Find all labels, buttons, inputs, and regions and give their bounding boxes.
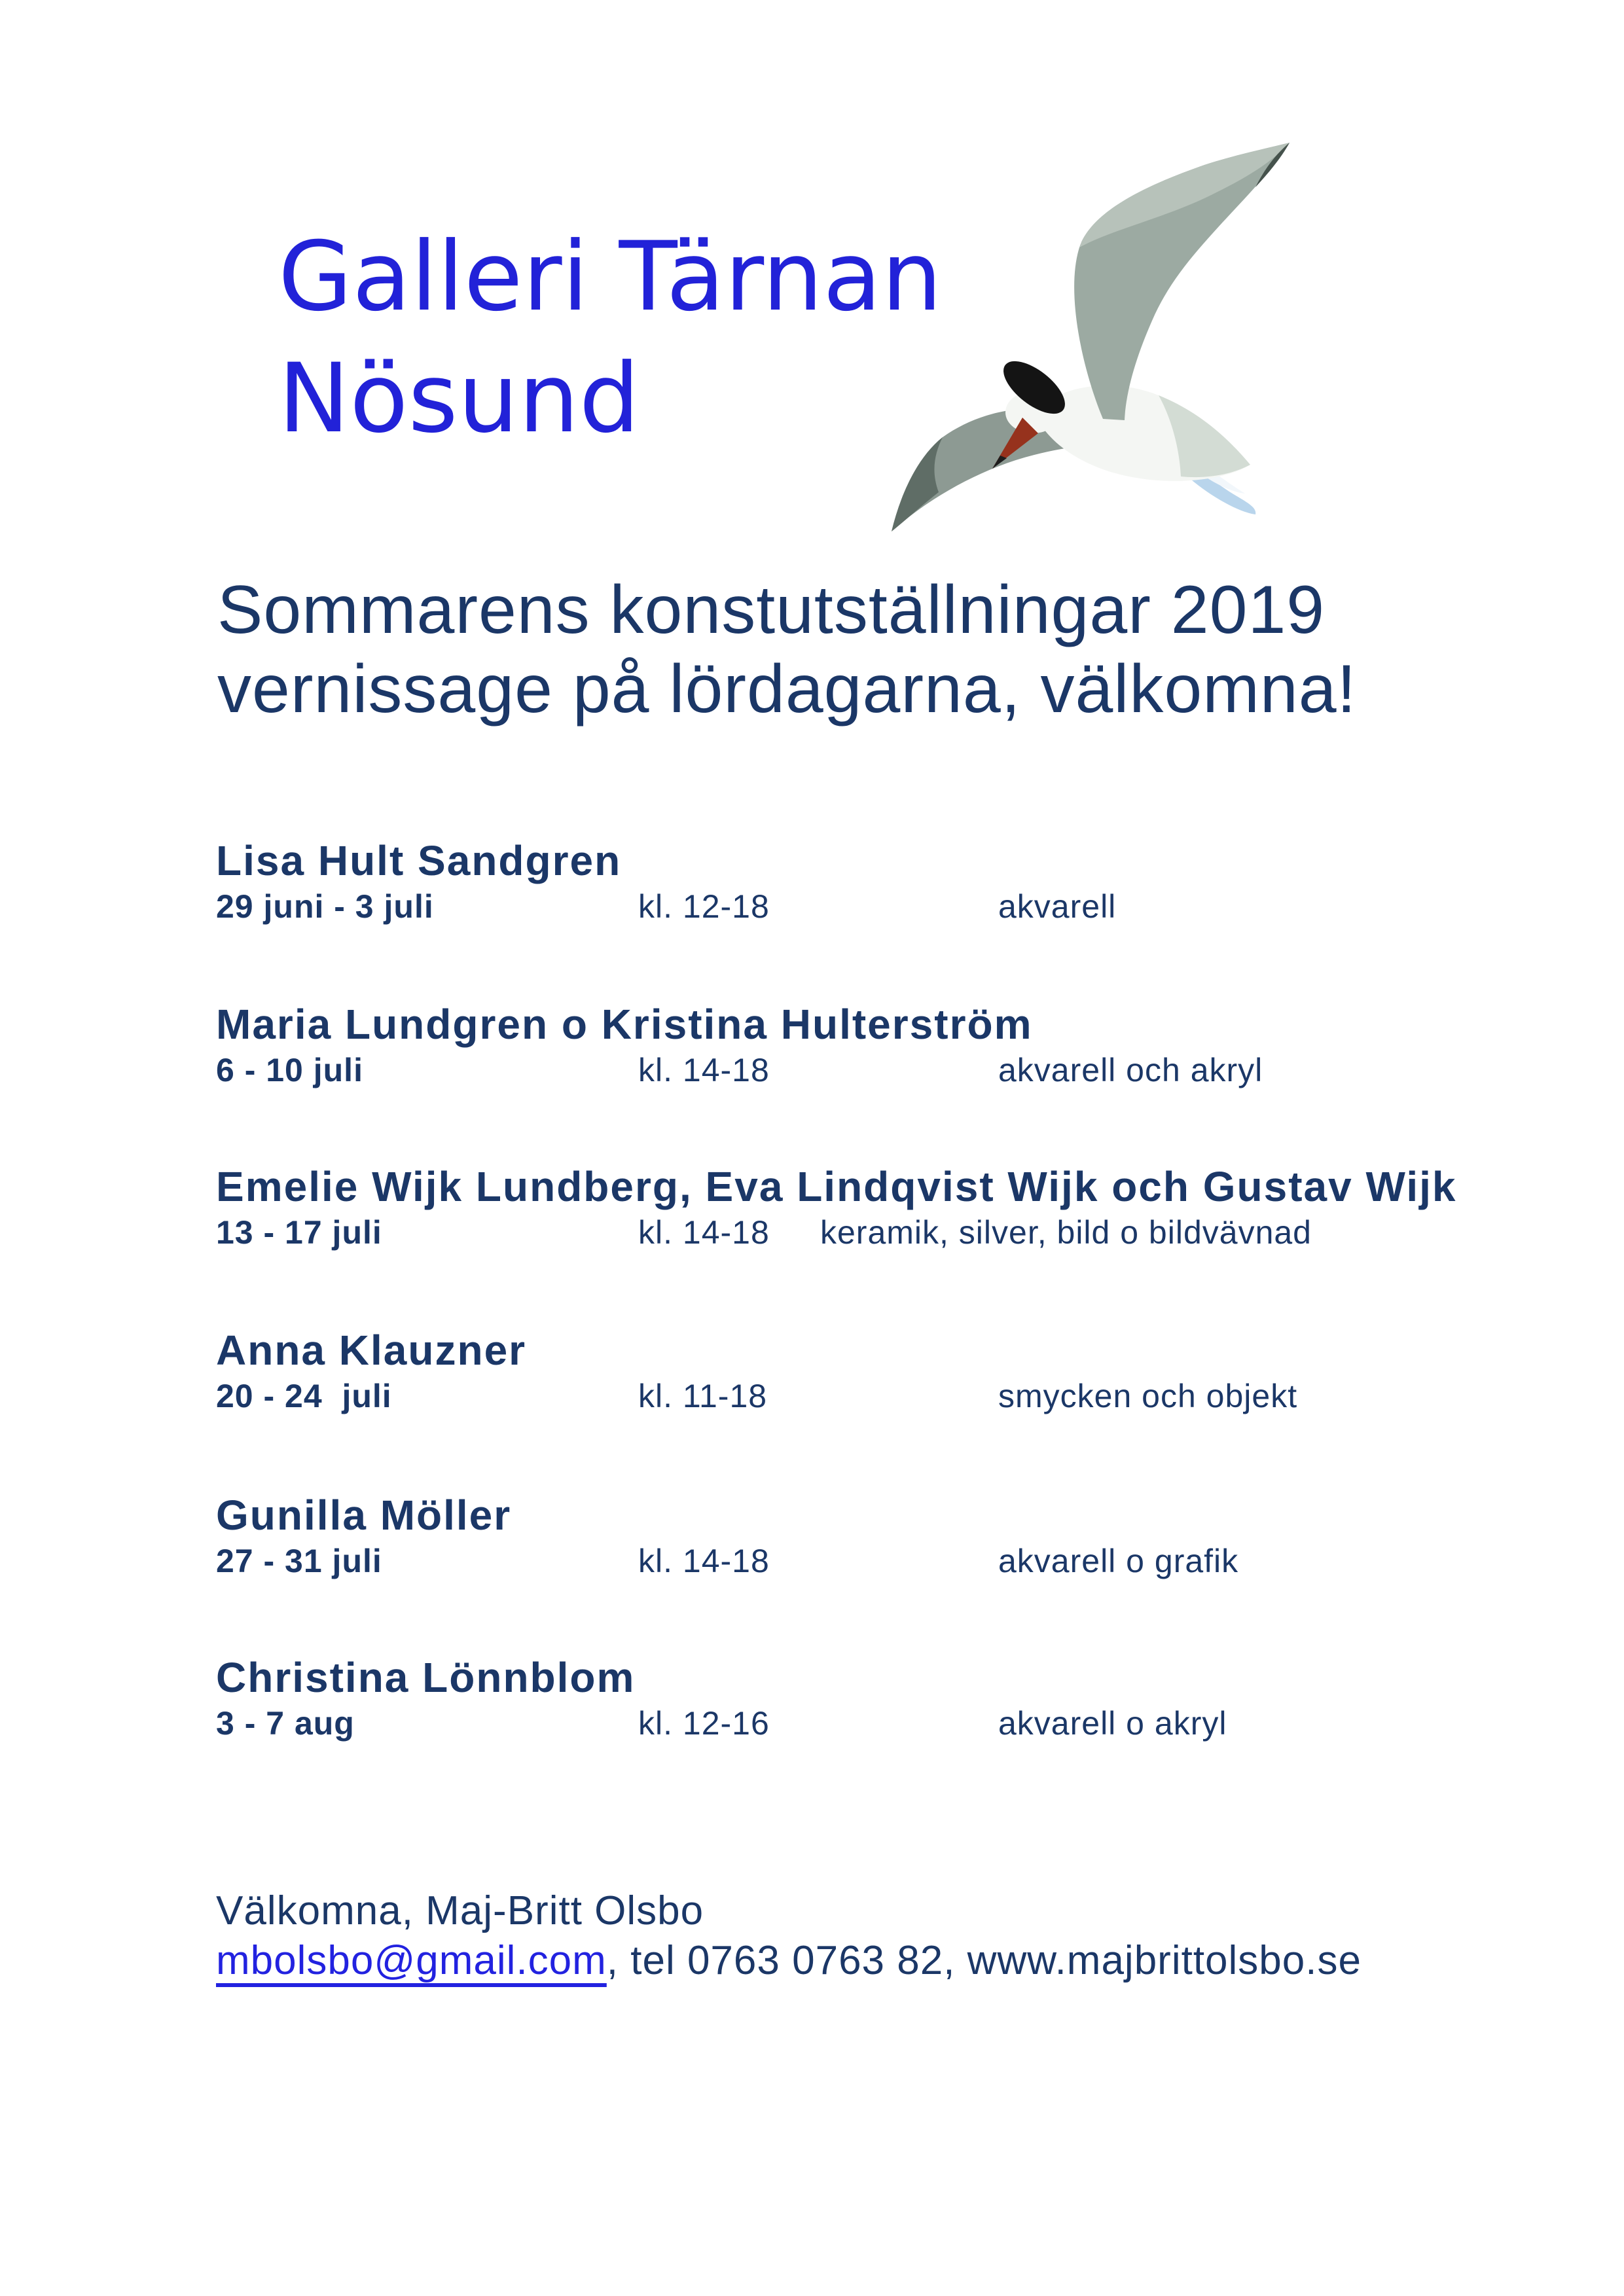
- exhibition-dates: 6 - 10 juli: [216, 1052, 363, 1088]
- gallery-name-line1: Galleri Tärnan: [278, 221, 943, 332]
- exhibition-entry: [216, 1164, 1624, 1301]
- exhibition-hours: kl. 14-18: [638, 1052, 770, 1088]
- exhibition-hours: kl. 12-18: [638, 888, 770, 925]
- exhibition-entry: [216, 1001, 1624, 1139]
- gallery-logo-title: [278, 216, 942, 459]
- exhibition-entry: [216, 1327, 1624, 1465]
- exhibition-medium: keramik, silver, bild o bildvävnad: [820, 1214, 1312, 1251]
- flying-tern-image: [871, 131, 1309, 537]
- heading-line2: vernissage på lördagarna, välkomna!: [217, 651, 1357, 727]
- exhibition-details: [216, 888, 1624, 927]
- exhibition-details: [216, 1377, 1624, 1416]
- email-link[interactable]: mbolsbo@gmail.com: [216, 1938, 607, 1983]
- artist-name: Christina Lönnblom: [216, 1654, 636, 1701]
- artist-name: Emelie Wijk Lundberg, Eva Lindqvist Wijk och Gustav Wijk: [216, 1163, 1457, 1210]
- footer-contact-rest: , tel 0763 0763 82, www.majbrittolsbo.se: [606, 1938, 1362, 1983]
- footer-contact: [216, 1886, 1362, 1986]
- artist-name: Gunilla Möller: [216, 1492, 512, 1539]
- footer-greeting: Välkomna, Maj-Britt Olsbo: [216, 1888, 704, 1933]
- exhibition-medium: akvarell o grafik: [998, 1543, 1239, 1579]
- exhibition-details: [216, 1051, 1624, 1090]
- exhibition-dates: 29 juni - 3 juli: [216, 888, 434, 925]
- artist-name: Anna Klauzner: [216, 1327, 527, 1374]
- exhibition-medium: akvarell och akryl: [998, 1052, 1263, 1088]
- exhibition-dates: 3 - 7 aug: [216, 1705, 355, 1742]
- exhibition-medium: smycken och objekt: [998, 1378, 1298, 1414]
- exhibition-medium: akvarell o akryl: [998, 1705, 1227, 1742]
- page-heading: [217, 571, 1356, 729]
- exhibition-entry: [216, 1492, 1624, 1630]
- exhibition-details: [216, 1542, 1624, 1581]
- exhibition-entry: [216, 1655, 1624, 1792]
- exhibition-dates: 13 - 17 juli: [216, 1214, 382, 1251]
- heading-line1: Sommarens konstutställningar 2019: [217, 572, 1326, 648]
- footer-contact-line: [216, 1936, 1362, 1986]
- artist-name: Maria Lundgren o Kristina Hulterström: [216, 1001, 1033, 1048]
- exhibition-dates: 27 - 31 juli: [216, 1543, 382, 1579]
- exhibition-details: [216, 1704, 1624, 1744]
- exhibition-hours: kl. 11-18: [638, 1378, 768, 1414]
- artist-name: Lisa Hult Sandgren: [216, 837, 622, 884]
- exhibition-dates: 20 - 24 juli: [216, 1378, 392, 1414]
- exhibition-details: [216, 1213, 1624, 1253]
- exhibition-entry: [216, 838, 1624, 975]
- exhibition-hours: kl. 14-18: [638, 1214, 770, 1251]
- exhibition-hours: kl. 12-16: [638, 1705, 770, 1742]
- gallery-name-line2: Nösund: [278, 343, 640, 454]
- exhibition-hours: kl. 14-18: [638, 1543, 770, 1579]
- exhibition-medium: akvarell: [998, 888, 1117, 925]
